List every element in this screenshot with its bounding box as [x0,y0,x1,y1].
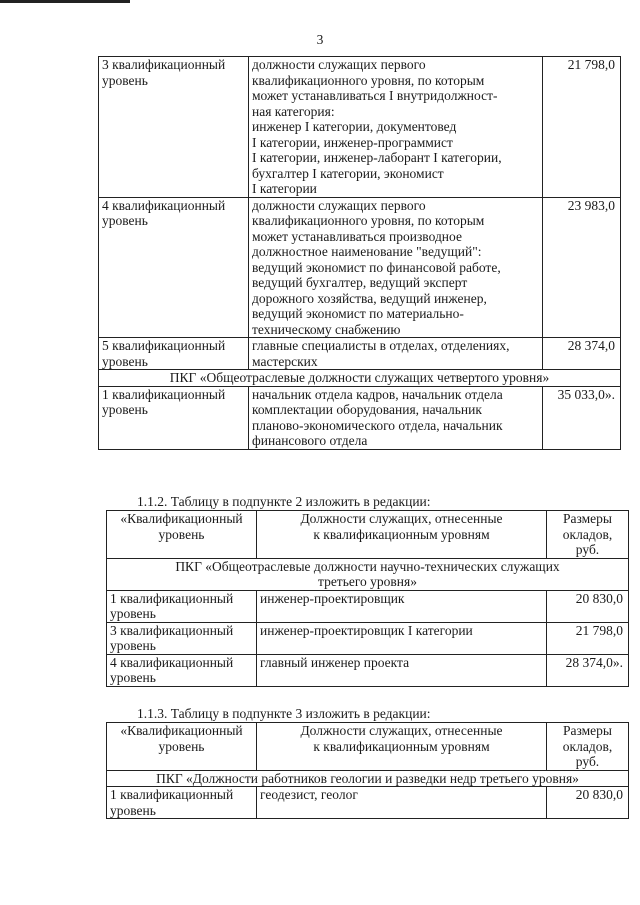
table-row [99,338,621,370]
table-row [99,197,621,338]
header-level: «Квалификационный уровень [107,511,257,559]
table-row [107,622,629,654]
positions-cell: должности служащих первого квалификационного уровня, по которым может устанавливаться I внутридолжност- ная категория: инженер I категории, документовед I категории, инженер-программист I категории, инженер-лаборант I категории, бухгалтер I категории, экономист I категории [249,57,543,198]
header-level: «Квалификационный уровень [107,723,257,771]
salary-cell: 20 830,0 [547,590,629,622]
table-row [107,590,629,622]
header-salary: Размеры окладов, руб. [547,723,629,771]
page-number: 3 [316,32,324,47]
table-row [107,654,629,686]
table-header-row [107,511,629,559]
level-cell: 1 квалификационный уровень [99,386,249,449]
paragraph-1-1-2: 1.1.2. Таблицу в подпункте 2 изложить в редакции: [137,494,431,509]
positions-cell: главный инженер проекта [257,654,547,686]
table-2 [106,510,629,687]
group-title-row [107,558,629,590]
paragraph-1-1-3: 1.1.3. Таблицу в подпункте 3 изложить в редакции: [137,706,431,721]
salary-cell: 21 798,0 [547,622,629,654]
header-positions: Должности служащих, отнесенные к квалификационным уровням [257,511,547,559]
positions-cell: начальник отдела кадров, начальник отдела комплектации оборудования, начальник планово-экономического отдела, начальник финансового отдела [249,386,543,449]
salary-cell: 23 983,0 [543,197,621,338]
positions-cell: должности служащих первого квалификационного уровня, по которым может устанавливаться производное должностное наименование "ведущий": ведущий экономист по финансовой работе, ведущий бухгалтер, ведущий эксперт дорожного хозяйства, ведущий инженер, ведущий экономист по материально- техническому снабжению [249,197,543,338]
header-salary: Размеры окладов, руб. [547,511,629,559]
group-title: ПКГ «Общеотраслевые должности служащих четвертого уровня» [99,370,621,387]
positions-cell: геодезист, геолог [257,787,547,819]
positions-cell: главные специалисты в отделах, отделениях, мастерских [249,338,543,370]
group-title-row [99,370,621,387]
table-header-row [107,723,629,771]
level-cell: 5 квалификационный уровень [99,338,249,370]
header-positions: Должности служащих, отнесенные к квалификационным уровням [257,723,547,771]
salary-cell: 28 374,0». [547,654,629,686]
table-row [107,787,629,819]
level-cell: 4 квалификационный уровень [99,197,249,338]
top-rule [0,0,130,3]
level-cell: 3 квалификационный уровень [107,622,257,654]
group-title: ПКГ «Должности работников геологии и разведки недр третьего уровня» [107,770,629,787]
level-cell: 1 квалификационный уровень [107,787,257,819]
level-cell: 4 квалификационный уровень [107,654,257,686]
salary-cell: 28 374,0 [543,338,621,370]
positions-cell: инженер-проектировщик [257,590,547,622]
group-title-row [107,770,629,787]
salary-cell: 35 033,0». [543,386,621,449]
salary-cell: 21 798,0 [543,57,621,198]
table-row [99,57,621,198]
salary-cell: 20 830,0 [547,787,629,819]
table-1 [98,56,621,450]
table-row [99,386,621,449]
level-cell: 1 квалификационный уровень [107,590,257,622]
level-cell: 3 квалификационный уровень [99,57,249,198]
group-title: ПКГ «Общеотраслевые должности научно-технических служащих третьего уровня» [107,558,629,590]
positions-cell: инженер-проектировщик I категории [257,622,547,654]
table-3 [106,722,629,819]
